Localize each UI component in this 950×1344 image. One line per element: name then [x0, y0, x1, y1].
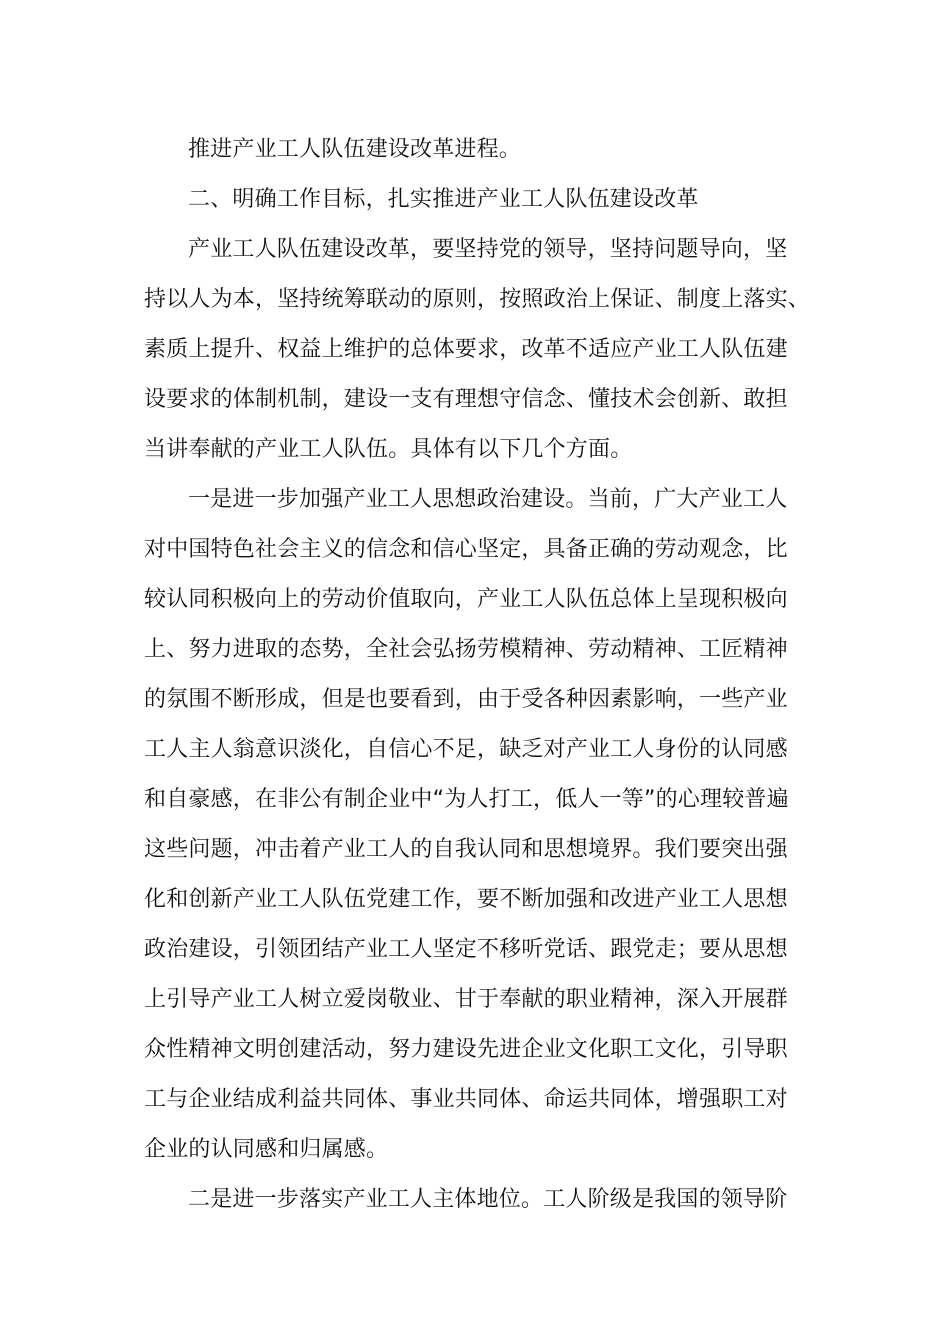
- text-line: 这些问题，冲击着产业工人的自我认同和思想境界。我们要突出强: [144, 837, 788, 862]
- text-line: 二是进一步落实产业工人主体地位。工人阶级是我国的领导阶: [188, 1187, 788, 1212]
- text-line: 上引导产业工人树立爱岗敬业、甘于奉献的职业精神，深入开展群: [144, 987, 788, 1012]
- text-line: 上、努力进取的态势，全社会弘扬劳模精神、劳动精神、工匠精神: [144, 637, 788, 662]
- text-line: 和自豪感，在非公有制企业中“为人打工，低人一等”的心理较普遍: [144, 787, 789, 812]
- text-line: 企业的认同感和归属感。: [144, 1137, 389, 1162]
- text-line: 持以人为本，坚持统筹联动的原则，按照政治上保证、制度上落实、: [144, 287, 811, 312]
- text-line: 工与企业结成利益共同体、事业共同体、命运共同体，增强职工对: [144, 1087, 788, 1112]
- text-line: 政治建设，引领团结产业工人坚定不移听党话、跟党走；要从思想: [144, 937, 788, 962]
- text-line: 工人主人翁意识淡化，自信心不足，缺乏对产业工人身份的认同感: [144, 737, 788, 762]
- text-line: 设要求的体制机制，建设一支有理想守信念、懂技术会创新、敢担: [144, 387, 788, 412]
- text-line: 当讲奉献的产业工人队伍。具体有以下几个方面。: [144, 437, 633, 462]
- text-line: 产业工人队伍建设改革，要坚持党的领导，坚持问题导向，坚: [188, 237, 788, 262]
- text-line: 化和创新产业工人队伍党建工作，要不断加强和改进产业工人思想: [144, 887, 788, 912]
- text-line: 的氛围不断形成，但是也要看到，由于受各种因素影响，一些产业: [144, 687, 788, 712]
- text-line: 较认同积极向上的劳动价值取向，产业工人队伍总体上呈现积极向: [144, 587, 788, 612]
- text-line: 一是进一步加强产业工人思想政治建设。当前，广大产业工人: [188, 487, 788, 512]
- text-line: 众性精神文明创建活动，努力建设先进企业文化职工文化，引导职: [144, 1037, 788, 1062]
- text-line: 素质上提升、权益上维护的总体要求，改革不适应产业工人队伍建: [144, 337, 788, 362]
- text-line: 对中国特色社会主义的信念和信心坚定，具备正确的劳动观念，比: [144, 537, 788, 562]
- section-heading: 二、明确工作目标，扎实推进产业工人队伍建设改革: [188, 187, 699, 212]
- text-line: 推进产业工人队伍建设改革进程。: [188, 137, 522, 162]
